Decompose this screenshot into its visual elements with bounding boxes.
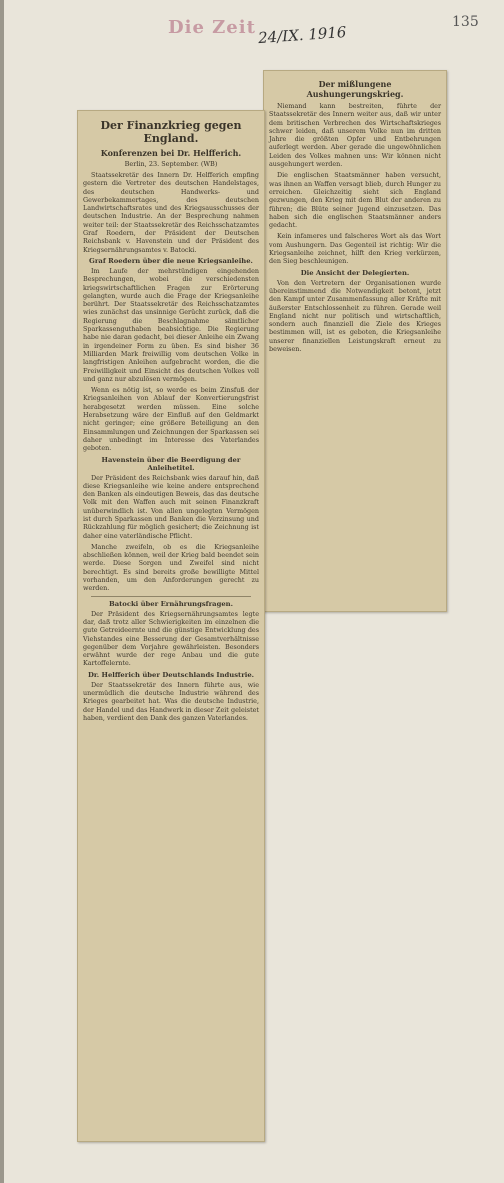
left-paragraph-3: Wenn es nötig ist, so werde es beim Zinsfuß der Kriegsanleihen von Ablauf der Konvertierungsfrist herabgesetzt werden müssen. Eine solche Herabsetzung wäre der Einfluß auf den Geldmarkt nicht geringer; eine größere Beteiligung an den Einsammlungen und Zeichnungen der Sparkassen sei daher unbedingt im Interesse des Vaterlandes geboten. [83, 386, 259, 453]
right-paragraph-1: Niemand kann bestreiten, führte der Staatssekretär des Innern weiter aus, daß wir unter dem britischen Verbrechen des Wirtschaftskrieges schwer leiden, daß unserem Volke nun im dritten Jahre die größten Opfer und Entbehrungen auferlegt werden. Aber gerade die ungewöhnlichen Leiden des Volkes mahnen uns: Wir können nicht ausgehungert werden. [269, 102, 441, 169]
right-section-heading: Die Ansicht der Delegierten. [300, 268, 410, 277]
right-paragraph-2: Die englischen Staatsmänner haben versucht, was ihnen an Waffen versagt blieb, durch Hunger zu erreichen. Gleichzeitig sieht sich England gezwungen, den Krieg mit dem Blut der anderen zu führen; die Blüte seiner Jugend einzusetzen. Das haben sich die englischen Staatsmänner anders gedacht. [269, 171, 441, 230]
left-paragraph-6: Der Präsident des Kriegsernährungsamtes legte dar, daß trotz aller Schwierigkeiten im einzelnen die gute Getreideernte und die günstige Entwicklung des Viehstandes eine Besserung der Gesamtverhältnisse gegenüber dem Vorjahre gewährleisten. Besonders erwähnt wurde der rege Anbau und die gute Kartoffelernte. [83, 609, 259, 668]
right-paragraph-4: Von den Vertretern der Organisationen wurde übereinstimmend die Notwendigkeit betont, jetzt den Kampf unter Zusammenfassung aller Kräfte mit äußerster Entschlossenheit zu führen. Gerade weil England nicht nur politisch und wirtschaftlich, sondern auch finanziell die Ziele des Krieges bestimmen will, ist es geboten, die Kriegsanleihe unserer finanziellen Leistungskraft erneut zu beweisen. [269, 278, 441, 354]
left-section-heading-2: Havenstein über die Beerdigung der Anleihetitel. [101, 455, 241, 472]
left-article-headline: Der Finanzkrieg gegen England. [100, 119, 242, 145]
left-paragraph-2: Im Laufe der mehrstündigen eingehenden Besprechungen, wobei die verschiedensten kriegswirtschaftlichen Fragen zur Erörterung gelangten, wurde auch die Frage der Kriegsanleihe berührt. Der Staatssekretär des Reichsschatzamtes wies zunächst das unsinnige Gerücht zurück, daß die Regierung die Beschlagnahme sämtlicher Sparkassenguthaben beabsichtige. Die Regierung habe nie daran gedacht, bei dieser Anleihe ein Zwang in irgendeiner Form zu üben. Es sind bisher 36 Milliarden Mark freiwillig vom deutschen Volke in langfristigen Anleihen aufgebracht worden, die die Freiwilligkeit und Einsicht des deutschen Volkes voll und ganz nur abzulösen vermögen. [83, 266, 259, 383]
left-section-heading-3: Batocki über Ernährungsfragen. [109, 599, 233, 608]
newspaper-stamp: Die Zeit [168, 17, 256, 38]
left-article-dateline: Berlin, 23. September. (WB) [124, 160, 218, 168]
right-paragraph-3: Kein infameres und falscheres Wort als das Wort vom Aushungern. Das Gegenteil ist richtig: Wir die Kriegsanleihe zeichnet, hilft den Krieg verkürzen, den Sieg beschleunigen. [269, 232, 441, 266]
clipping-right-column [263, 70, 447, 612]
left-paragraph-4: Der Präsident des Reichsbank wies darauf hin, daß diese Kriegsanleihe wie keine andere entsprechend den Banken als eindeutigen Beweis, das das deutsche Volk mit den Waffen auch mit seinen Finanzkraft unüberwindlich ist. Von allen ungelegten Vermögen ist durch Sparkassen und Banken die Verzinsung und Rückzahlung für möglich gesichert; die Zeichnung ist daher eine vaterländische Pflicht. [83, 473, 259, 540]
clipping-left-column [77, 110, 265, 1142]
section-divider [91, 596, 251, 597]
sheet-fold-edge [0, 0, 4, 1183]
left-paragraph-7: Der Staatssekretär des Innern führte aus, wie unermüdlich die deutsche Industrie während des Krieges gearbeitet hat. Was die deutsche Industrie, der Handel und das Handwerk in dieser Zeit geleistet haben, verdient den Dank des ganzen Vaterlandes. [83, 680, 259, 722]
right-article-headline: Der mißlungene Aushungerungskrieg. [306, 79, 404, 99]
handwritten-date: 24/IX. 1916 [257, 22, 347, 48]
page-number: 135 [452, 14, 479, 30]
left-paragraph-1: Staatssekretär des Innern Dr. Helfferich empfing gestern die Vertreter des deutschen Handelstages, des deutschen Handwerks- und Gewerbekammertages, des deutschen Landwirtschaftsrates und des Kriegsausschusses der deutschen Industrie. An der Besprechung nahmen weiter teil: der Staatssekretär des Reichsschatzamtes Graf Roedern, der Präsident der Deutschen Reichsbank v. Havenstein und der Präsident des Kriegsernährungsamtes v. Batocki. [83, 171, 259, 254]
left-section-heading-4: Dr. Helfferich über Deutschlands Industrie. [87, 670, 255, 679]
left-article-subhead: Konferenzen bei Dr. Helfferich. [100, 148, 242, 158]
left-section-heading-1: Graf Roedern über die neue Kriegsanleihe. [89, 256, 253, 265]
left-paragraph-5: Manche zweifeln, ob es die Kriegsanleihe abschließen können, weil der Krieg bald beendet sein werde. Diese Sorgen und Zweifel sind nicht berechtigt. Es sind bereits große bewilligte Mittel vorhanden, um den Anforderungen gerecht zu werden. [83, 542, 259, 593]
